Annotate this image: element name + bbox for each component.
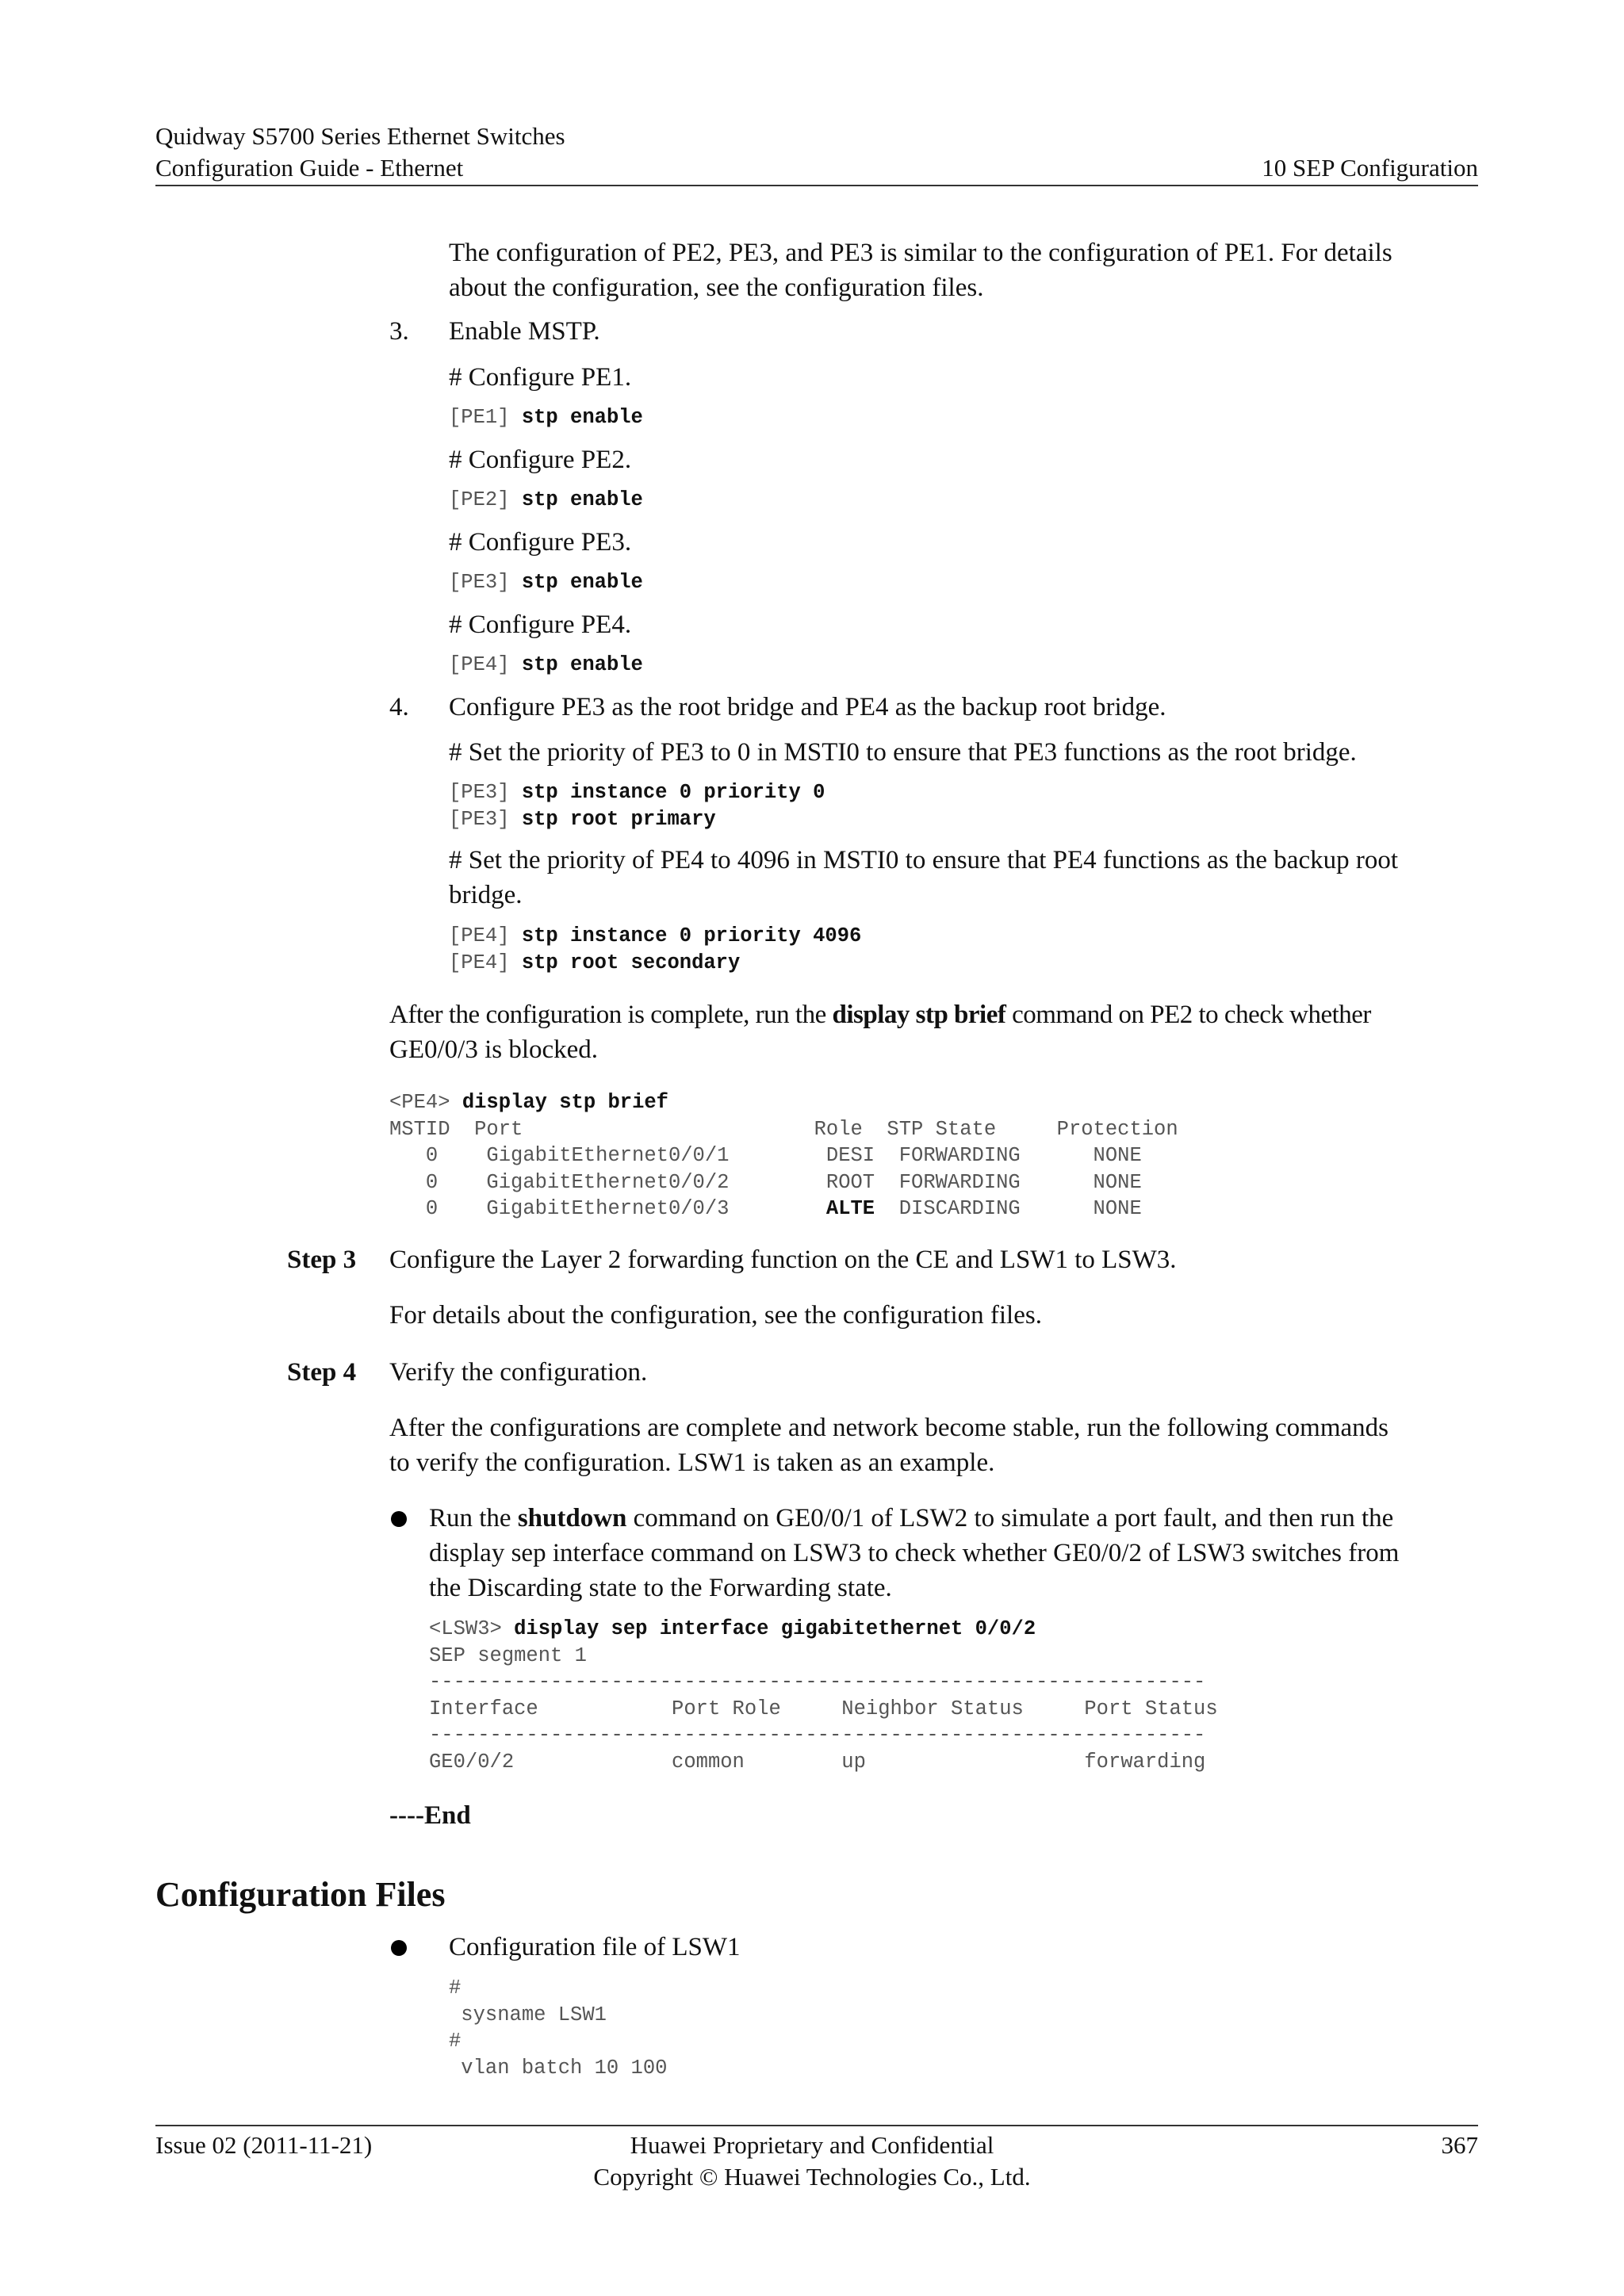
code-line bbox=[389, 1089, 1178, 1116]
code-prompt: [PE3] bbox=[449, 781, 522, 804]
step-3-text: Configure the Layer 2 forwarding function on the CE and LSW1 to LSW3. bbox=[389, 1246, 1177, 1274]
code-prompt: [PE4] bbox=[449, 653, 522, 676]
step-4-text: Verify the configuration. bbox=[389, 1358, 648, 1387]
code-prompt: [PE3] bbox=[449, 571, 522, 594]
stp-table-header: MSTID Port Role STP State Protection bbox=[389, 1117, 1178, 1141]
row-state: FORWARDING NONE bbox=[875, 1144, 1142, 1167]
row-port: 0 GigabitEthernet0/0/3 bbox=[389, 1197, 826, 1220]
row-role-highlighted: ALTE bbox=[825, 1197, 875, 1220]
pe4-priority-note-line-1: # Set the priority of PE4 to 4096 in MSTI0 to ensure that PE4 functions as the backup root bbox=[449, 846, 1399, 874]
row-state: FORWARDING NONE bbox=[875, 1170, 1142, 1194]
code-line bbox=[449, 950, 861, 977]
row-role: DESI bbox=[825, 1144, 875, 1167]
pe3-root-code bbox=[449, 779, 825, 832]
code-command: display stp brief bbox=[462, 1091, 668, 1114]
sep-interface-output bbox=[429, 1616, 1218, 1775]
step-3-label: Step 3 bbox=[287, 1246, 357, 1274]
step-4-detail-line-1: After the configurations are complete and network become stable, run the following commands bbox=[389, 1414, 1389, 1442]
code-line bbox=[449, 779, 825, 806]
code-prompt: [PE3] bbox=[449, 807, 522, 831]
code-command: stp instance 0 priority 0 bbox=[521, 781, 825, 804]
page-number: 367 bbox=[1441, 2131, 1478, 2159]
after-config-line-1 bbox=[389, 997, 1371, 1032]
item-3-number: 3. bbox=[389, 317, 409, 346]
configure-pe1-note: # Configure PE1. bbox=[449, 363, 632, 392]
footer-copyright: Copyright © Huawei Technologies Co., Ltd. bbox=[593, 2163, 1031, 2191]
bullet-icon bbox=[391, 1511, 407, 1527]
footer-proprietary: Huawei Proprietary and Confidential bbox=[630, 2131, 994, 2159]
intro-line-2: about the configuration, see the configuration files. bbox=[449, 274, 984, 302]
text-segment: After the configuration is complete, run the bbox=[389, 1001, 833, 1029]
row-port: 0 GigabitEthernet0/0/1 bbox=[389, 1144, 826, 1167]
bullet-line-2: display sep interface command on LSW3 to check whether GE0/0/2 of LSW3 switches from bbox=[429, 1539, 1400, 1567]
header-chapter: 10 SEP Configuration bbox=[1262, 154, 1478, 182]
step-3-detail: For details about the configuration, see the configuration files. bbox=[389, 1301, 1042, 1330]
pe1-stp-enable-code bbox=[449, 404, 643, 431]
code-command: stp root primary bbox=[521, 807, 716, 831]
code-command: display sep interface gigabitethernet 0/0/2 bbox=[514, 1617, 1036, 1640]
pe4-priority-note-line-2: bridge. bbox=[449, 881, 523, 909]
section-heading: Configuration Files bbox=[155, 1875, 446, 1914]
text-segment: command on PE2 to check whether bbox=[1005, 1001, 1371, 1029]
code-command: stp enable bbox=[521, 406, 643, 429]
code-command: stp enable bbox=[521, 653, 643, 676]
pe2-stp-enable-code bbox=[449, 487, 643, 514]
step-4-detail-line-2: to verify the configuration. LSW1 is taken as an example. bbox=[389, 1448, 995, 1477]
step-4-label: Step 4 bbox=[287, 1358, 357, 1387]
code-line bbox=[449, 806, 825, 833]
intro-line-1: The configuration of PE2, PE3, and PE3 is similar to the configuration of PE1. For details bbox=[449, 239, 1392, 267]
code-prompt: [PE2] bbox=[449, 488, 522, 511]
lsw1-config-code bbox=[449, 1975, 667, 2081]
separator-line: ---------------------------------------------------------------- bbox=[429, 1724, 1206, 1747]
bullet-line-1 bbox=[429, 1501, 1393, 1536]
code-line bbox=[449, 923, 861, 950]
code-prompt: [PE4] bbox=[449, 924, 522, 947]
code-line: # bbox=[449, 1976, 462, 1999]
table-header: Interface Port Role Neighbor Status Port Status bbox=[429, 1697, 1218, 1720]
header-product: Quidway S5700 Series Ethernet Switches bbox=[155, 122, 565, 150]
bullet-icon bbox=[391, 1940, 407, 1956]
row-port: 0 GigabitEthernet0/0/2 bbox=[389, 1170, 826, 1194]
after-config-line-2: GE0/0/3 is blocked. bbox=[389, 1035, 599, 1064]
code-line bbox=[429, 1616, 1218, 1643]
stp-brief-output bbox=[389, 1089, 1178, 1223]
stp-table-row bbox=[389, 1169, 1178, 1196]
pe4-stp-enable-code bbox=[449, 652, 643, 679]
config-file-item: Configuration file of LSW1 bbox=[449, 1933, 741, 1961]
text-segment: Run the bbox=[429, 1504, 518, 1533]
code-line: sysname LSW1 bbox=[449, 2003, 607, 2026]
code-line: # bbox=[449, 2030, 462, 2053]
footer-issue: Issue 02 (2011-11-21) bbox=[155, 2131, 373, 2159]
text-segment: command on GE0/0/1 of LSW2 to simulate a port fault, and then run the bbox=[626, 1504, 1394, 1533]
code-prompt: <LSW3> bbox=[429, 1617, 515, 1640]
end-marker: ----End bbox=[389, 1801, 471, 1830]
shutdown-command: shutdown bbox=[517, 1504, 627, 1533]
code-command: stp instance 0 priority 4096 bbox=[521, 924, 862, 947]
header-guide: Configuration Guide - Ethernet bbox=[155, 154, 464, 182]
row-role: ROOT bbox=[825, 1170, 875, 1194]
configure-pe2-note: # Configure PE2. bbox=[449, 446, 632, 474]
code-command: stp enable bbox=[521, 488, 643, 511]
code-command: stp root secondary bbox=[521, 951, 741, 974]
pe4-root-code bbox=[449, 923, 861, 976]
separator-line: ---------------------------------------------------------------- bbox=[429, 1670, 1206, 1693]
pe3-priority-note: # Set the priority of PE3 to 0 in MSTI0 to ensure that PE3 functions as the root bridge. bbox=[449, 738, 1357, 767]
output-line: SEP segment 1 bbox=[429, 1644, 587, 1667]
stp-table-row bbox=[389, 1142, 1178, 1169]
bullet-line-3: the Discarding state to the Forwarding state. bbox=[429, 1574, 892, 1602]
code-prompt: [PE1] bbox=[449, 406, 522, 429]
item-3-title: Enable MSTP. bbox=[449, 317, 600, 346]
table-row: GE0/0/2 common up forwarding bbox=[429, 1750, 1206, 1774]
header-rule bbox=[155, 185, 1478, 186]
code-line: vlan batch 10 100 bbox=[449, 2056, 668, 2080]
stp-table-row bbox=[389, 1196, 1178, 1223]
display-stp-brief-command: display stp brief bbox=[832, 1001, 1006, 1029]
footer-rule bbox=[155, 2125, 1478, 2126]
code-prompt: <PE4> bbox=[389, 1091, 462, 1114]
item-4-number: 4. bbox=[389, 693, 409, 721]
pe3-stp-enable-code bbox=[449, 569, 643, 596]
item-4-title: Configure PE3 as the root bridge and PE4 as the backup root bridge. bbox=[449, 693, 1166, 721]
code-command: stp enable bbox=[521, 571, 643, 594]
configure-pe4-note: # Configure PE4. bbox=[449, 610, 632, 639]
code-prompt: [PE4] bbox=[449, 951, 522, 974]
row-state: DISCARDING NONE bbox=[875, 1197, 1142, 1220]
configure-pe3-note: # Configure PE3. bbox=[449, 528, 632, 557]
